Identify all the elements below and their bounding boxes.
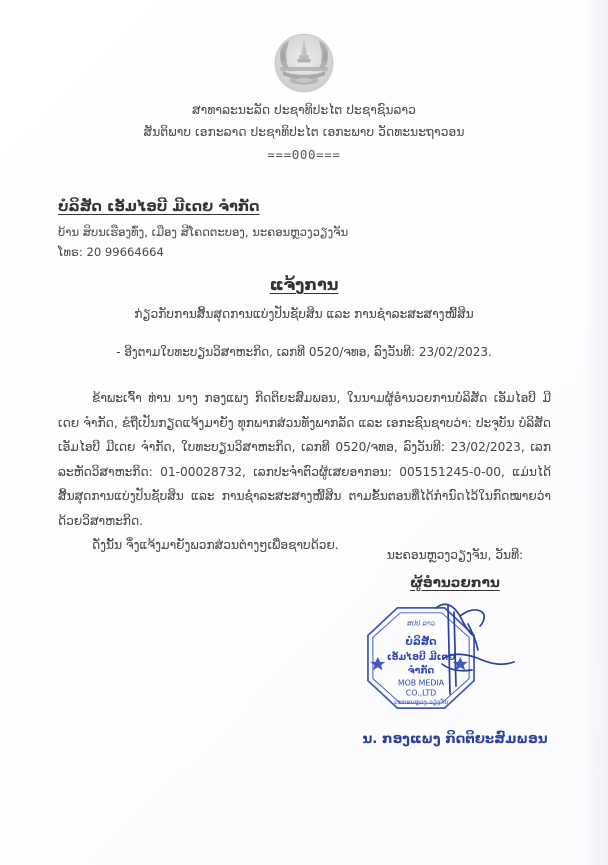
stamp-line-1: ບໍລິສັດ: [405, 636, 437, 649]
stamp-line-4: MOB MEDIA: [397, 678, 445, 688]
body-paragraph-1: ຂ້າພະເຈົ້າ ທ່ານ ນາງ ກອງແພງ ກິດຕິຍະສົມພອນ, ໃນນາມຜູ້ອຳນວຍການບໍລິສັດ ເອັມໄອບີ ມີເດຍ ຈຳກັດ, ຂໍຖືເປັນກຽດແຈ້ງມາຍັງ ທຸກພາກສ່ວນທັງພາກລັດ ແລະ ເອກະຊົນຊາບວ່າ: ປະຈຸບັນ ບໍລິສັດ ເອັມໄອບີ ມີເດຍ ຈຳກັດ, ໃບທະບຽນວິສາຫະກິດ, ເລກທີ 0520/ຈທອ, ລົງວັນທີ: 23/02/2023, ເລກລະຫັດວິສາຫະກິດ: 01-00028732, ເລກປະຈຳຕົວຜູ້ເສຍອາກອນ: 005151245-0-00, ແມ່ນໄດ້ສິ້ນສຸດການແບ່ງປັນຊັບສິນ ແລະ ການຊຳລະສະສາງໜີ້ສິນ ຕາມຂັ້ນຕອນທີ່ໄດ້ກຳນົດໄວ້ໃນກົດໝາຍວ່າດ້ວຍວິສາຫະກິດ.: [58, 391, 551, 528]
stamp-line-3: ຈຳກັດ: [407, 665, 435, 677]
document-title-container: [0, 275, 608, 294]
document-subtitle: ກ່ຽວກັບການສິ້ນສຸດການແບ່ງປັນຊັບສິນ ແລະ ການຊຳລະສະສາງໜີ້ສິນ: [134, 307, 474, 321]
signature-role: ຜູ້ອຳນວຍການ: [410, 575, 500, 591]
header-separator: ===000===: [267, 147, 341, 162]
stamp-bottom-text: ນະຄອນຫຼວງ ວຽງຈັນ: [393, 698, 449, 707]
signer-name: ນ. ກອງແພງ ກິດຕິຍະສົມພອນ: [362, 732, 548, 747]
company-address: ບ້ານ ສິບນເຮືອງທົ່ງ, ເມືອງ ສີໂຄດຕະບອງ, ນະຄອນຫຼວງວຽງຈັນ: [58, 225, 349, 239]
company-name: ບໍລິສັດ ເອັມໄອບີ ມີເດຍ ຈຳກັດ: [58, 199, 260, 215]
body-paragraph-2: ດັ່ງນັ້ນ ຈຶ່ງແຈ້ງມາຍັງພວກສ່ວນຕ່າງໆເພື່ອຊາບດ້ວຍ.: [92, 538, 339, 552]
body-text: [58, 386, 551, 558]
company-seal-stamp-icon: [362, 602, 480, 714]
company-phone: ໂທຣ: 20 99664664: [58, 245, 164, 259]
laos-national-emblem-icon: [271, 30, 337, 96]
company-block: [58, 196, 498, 261]
emblem-container: [0, 30, 608, 96]
document-title: ແຈ້ງການ: [269, 275, 339, 294]
national-motto-line: ສັນຕິພາບ ເອກະລາດ ປະຊາທິປະໄຕ ເອກະພາບ ວັດທະນະຖາວອນ: [143, 125, 465, 139]
stamp-line-5: CO.,LTD: [405, 688, 437, 698]
stamp-top-text: ສປປ ລາວ: [406, 619, 436, 628]
reference-line: - ອີງຕາມໃບທະບຽນວິສາຫະກິດ, ເລກທີ 0520/ຈທອ, ລົງວັນທີ: 23/02/2023.: [116, 345, 492, 359]
country-name-line: ສາທາລະນະລັດ ປະຊາທິປະໄຕ ປະຊາຊົນລາວ: [192, 103, 416, 117]
page-edge-shading: [582, 0, 608, 865]
signature-place-date: ນະຄອນຫຼວງວຽງຈັນ, ວັນທີ:: [386, 548, 524, 562]
stamp-line-2: ເອັມໄອບີ ມີເດຍ: [386, 651, 456, 663]
national-header: [0, 100, 608, 162]
signature-role-container: [330, 572, 580, 591]
